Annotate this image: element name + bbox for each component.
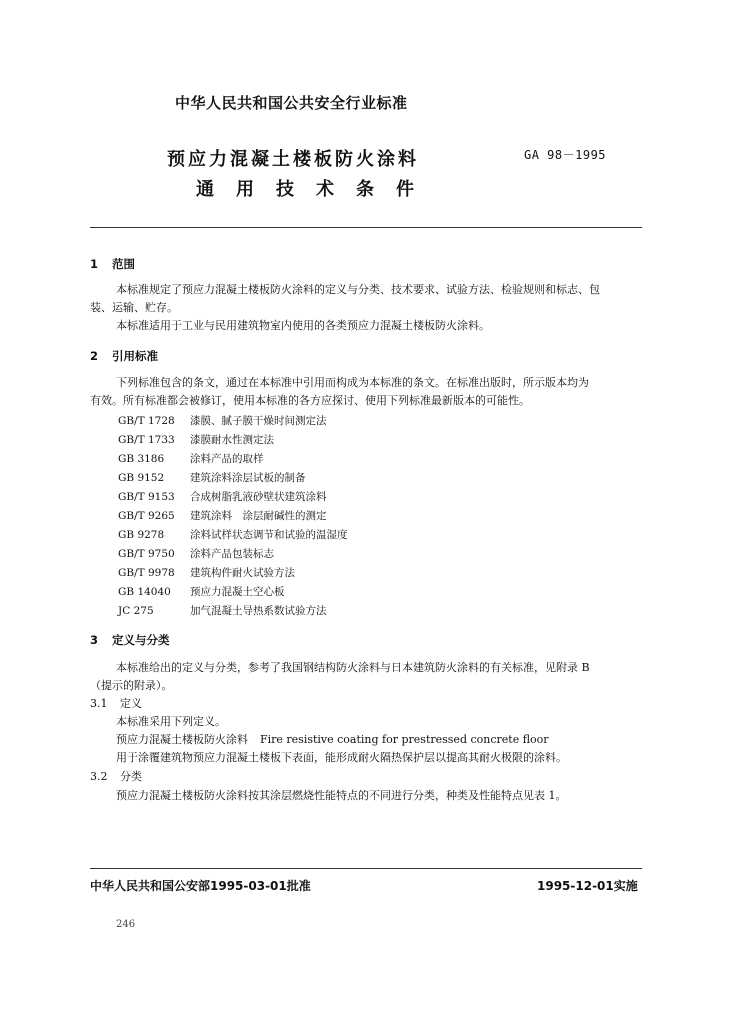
standard-ref-title: 建筑涂料涂层试板的制备 [190,472,306,484]
section-title: 范围 [112,257,135,271]
subsection-title: 定义 [120,697,142,710]
paragraph: 本标准给出的定义与分类，参考了我国钢结构防火涂料与日本建筑防火涂料的有关标准，见附录 B [116,661,590,674]
standard-ref-code: GB 9278 [118,529,165,541]
section-3-heading [90,632,170,648]
standard-ref-item [118,603,327,618]
standard-ref-item [118,508,327,523]
footer-rule [90,868,642,869]
section-1-heading [90,256,135,272]
subsection-3-1-heading [90,695,142,712]
standard-ref-item [118,565,295,580]
approval-line: 中华人民共和国公安部1995-03-01批准 [90,879,311,893]
subsection-number: 3.1 [90,697,108,710]
paragraph: 本标准适用于工业与民用建筑物室内使用的各类预应力混凝土楼板防火涂料。 [116,319,490,332]
standard-ref-code: GB/T 1728 [118,415,175,427]
section-number: 2 [90,349,99,363]
header-rule [90,227,642,228]
standard-ref-code: GB/T 1733 [118,434,175,446]
standard-ref-code: GB 14040 [118,586,171,598]
standard-ref-item [118,489,327,504]
term-chinese: 预应力混凝土楼板防火涂料 [116,733,248,746]
standard-ref-title: 漆膜、腻子膜干燥时间测定法 [190,415,327,427]
term-definition-line [116,731,549,748]
document-title-line2: 通用技术条件 [196,179,436,200]
effective-date-line: 1995-12-01实施 [537,879,638,893]
paragraph: 本标准规定了预应力混凝土楼板防火涂料的定义与分类、技术要求、试验方法、检验规则和标志、包 [116,283,600,296]
standard-ref-code: GB 9152 [118,472,165,484]
page-number: 246 [116,919,136,930]
standard-ref-code: JC 275 [118,605,154,617]
section-title: 定义与分类 [112,633,170,647]
paragraph: 有效。所有标准都会被修订，使用本标准的各方应探讨、使用下列标准最新版本的可能性。 [90,394,530,407]
section-number: 1 [90,257,99,271]
term-english: Fire resistive coating for prestressed concrete floor [260,733,549,746]
standard-code: GA 98－1995 [524,148,607,162]
standard-ref-code: GB/T 9978 [118,567,175,579]
standard-ref-item [118,413,327,428]
standard-ref-code: GB/T 9750 [118,548,175,560]
standard-ref-item [118,546,274,561]
standard-ref-title: 漆膜耐水性测定法 [190,434,274,446]
paragraph: （提示的附录）。 [90,679,173,692]
standard-ref-code: GB/T 9153 [118,491,175,503]
paragraph: 本标准采用下列定义。 [116,715,226,728]
standard-ref-item [118,527,348,542]
standard-ref-title: 合成树脂乳液砂壁状建筑涂料 [190,491,327,503]
standard-ref-code: GB/T 9265 [118,510,175,522]
section-title: 引用标准 [112,349,158,363]
subsection-3-2-heading [90,768,142,785]
paragraph: 装、运输、贮存。 [90,301,178,314]
standard-ref-title: 建筑构件耐火试验方法 [190,567,295,579]
paragraph: 下列标准包含的条文，通过在本标准中引用而构成为本标准的条文。在标准出版时，所示版本均为 [116,376,589,389]
standard-ref-title: 涂料产品包装标志 [190,548,274,560]
standard-ref-item [118,432,274,447]
standard-ref-item [118,451,264,466]
standard-ref-title: 建筑涂料 涂层耐碱性的测定 [190,510,327,522]
subsection-number: 3.2 [90,770,108,783]
section-2-heading [90,348,158,364]
section-number: 3 [90,633,99,647]
standard-ref-title: 加气混凝土导热系数试验方法 [190,605,327,617]
standard-ref-item [118,470,306,485]
standard-ref-code: GB 3186 [118,453,165,465]
subsection-title: 分类 [120,770,142,783]
paragraph: 预应力混凝土楼板防火涂料按其涂层燃烧性能特点的不同进行分类，种类及性能特点见表 1。 [116,789,567,802]
paragraph: 用于涂覆建筑物预应力混凝土楼板下表面，能形成耐火隔热保护层以提高其耐火极限的涂料。 [116,751,567,764]
standard-ref-title: 涂料试样状态调节和试验的温湿度 [190,529,348,541]
document-title-line1: 预应力混凝土楼板防火涂料 [167,149,419,170]
standard-ref-title: 涂料产品的取样 [190,453,264,465]
issuing-authority: 中华人民共和国公共安全行业标准 [175,94,408,112]
standard-ref-title: 预应力混凝土空心板 [190,586,285,598]
standard-ref-item [118,584,285,599]
